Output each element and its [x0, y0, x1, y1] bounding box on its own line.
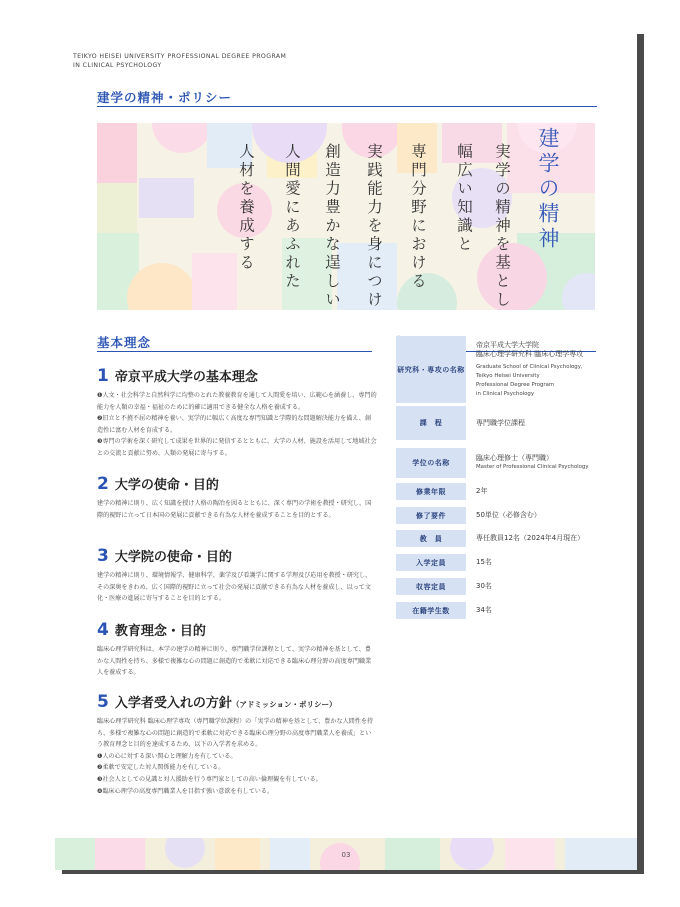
row-label: 研究科・専攻の名称	[396, 336, 466, 403]
item-paragraph: 建学の精神に則り、広く知識を授け人格の陶冶を図るとともに、深く専門の学術を教授・研究し、国際的視野に立って日本国の発展に貢献できる有為な人材を養成することを目的とする。	[97, 500, 372, 519]
item-paragraph: ❹臨床心理学の高度専門職業人を目指す強い意欲を有している。	[97, 787, 274, 795]
philosophy-item-1	[97, 366, 377, 460]
item-title: 入学者受入れの方針	[114, 696, 232, 711]
item-number: 3	[97, 546, 109, 566]
philosophy-section-title: 基本理念	[97, 335, 152, 350]
row-value: 30名	[476, 582, 492, 590]
spirit-line-7: 人材を養成する	[237, 143, 255, 273]
overview-row-requirements	[396, 507, 596, 524]
overview-row-enrolled	[396, 602, 596, 619]
overview-row-program-name	[396, 336, 596, 403]
item-number: 2	[97, 474, 109, 494]
spirit-line-4: 実践能力を身につけ	[365, 143, 383, 310]
overview-row-admission-capacity	[396, 554, 596, 571]
spirit-line-2: 幅広い知識と	[455, 143, 473, 254]
row-value: 50単位（必修含む）	[476, 511, 541, 519]
item-number: 4	[97, 620, 109, 640]
banner-title: 建学の精神	[536, 127, 560, 252]
row-label: 入学定員	[396, 554, 466, 571]
spirit-title-rule	[97, 106, 597, 107]
spirit-line-5: 創造力豊かな逞しい	[323, 143, 341, 310]
item-title: 大学院の使命・目的	[114, 550, 232, 565]
philosophy-item-2	[97, 474, 377, 521]
item-title: 大学の使命・目的	[114, 478, 219, 493]
overview-row-course	[396, 406, 596, 440]
row-value-en: Master of Professional Clinical Psychology	[476, 464, 589, 470]
item-paragraph: 臨床心理学研究科 臨床心理学専攻（専門職学位課程）の「実学の精神を基として、豊かな人間性を持ち、多様で複雑な心の問題に創造的で柔軟に対応できる臨床心理分野の高度専門職業人を養成」という教育理念と目的を達成するため、以下の入学者を求める。	[97, 718, 374, 749]
row-value-en: Professional Degree Program	[476, 381, 555, 388]
program-header	[73, 52, 286, 70]
row-label: 修業年限	[396, 483, 466, 500]
overview-row-duration	[396, 483, 596, 500]
row-label: 収容定員	[396, 578, 466, 595]
overview-table	[396, 336, 596, 622]
spirit-section-title: 建学の精神・ポリシー	[97, 90, 233, 105]
item-paragraph: ❷旧立と不撓不屈の精神を養い、実学的に幅広く高度な専門知識と学際的な問題解決能力を備え、創造性に富む人材を育成する。	[97, 415, 371, 434]
philosophy-item-3	[97, 546, 377, 605]
item-paragraph: 建学の精神に則り、環境情報学、健康科学、薬学及び看護学に関する学理及び応用を教授・研究し、その深奥をきわめ、広く国際的視野に立って社会の発展に貢献できる有為な人材を養成し、以って文化・医療の進展に寄与することを目的とする。	[97, 572, 372, 603]
row-label: 在籍学生数	[396, 602, 466, 619]
row-value: 臨床心理修士（専門職）	[476, 454, 553, 462]
philosophy-item-5	[97, 692, 377, 797]
item-paragraph: ❶人の心に対する深い関心と理解力を有している。	[97, 752, 237, 760]
header-line-2: IN CLINICAL PSYCHOLOGY	[73, 62, 162, 69]
document-page	[55, 28, 637, 870]
item-subtitle: （アドミッション・ポリシー）	[231, 700, 337, 709]
row-label: 修了要件	[396, 507, 466, 524]
overview-row-total-capacity	[396, 578, 596, 595]
row-value: 専任教員12名（2024年4月現在）	[476, 534, 585, 542]
spirit-line-3: 専門分野における	[409, 143, 427, 291]
header-line-1: TEIKYO HEISEI UNIVERSITY PROFESSIONAL DEGREE PROGRAM	[73, 53, 287, 60]
philosophy-item-4	[97, 620, 377, 679]
page-number: 03	[341, 851, 351, 859]
row-value: 15名	[476, 558, 492, 566]
row-value-en: in Clinical Psychology	[476, 390, 535, 397]
philosophy-title-rule	[97, 351, 372, 352]
row-value: 臨床心理学研究科 臨床心理学専攻	[476, 349, 584, 358]
row-value: 帝京平成大学大学院	[476, 340, 539, 349]
spirit-line-1: 実学の精神を基とし	[493, 143, 511, 310]
row-value: 34名	[476, 606, 492, 614]
item-paragraph: ❶人文・社会科学と自然科学に均整のとれた教養教育を通して人間愛を培い、広範心を涵養し、専門的能力を人類の幸福・福祉のために的確に適用できる健全な人格を養成する。	[97, 392, 377, 411]
item-paragraph: ❷柔軟で安定した対人関係能力を有している。	[97, 764, 225, 772]
row-value-en: Teikyo Heisei University	[476, 372, 540, 379]
row-value: 2年	[476, 487, 488, 495]
item-number: 5	[97, 692, 109, 712]
row-label: 学位の名称	[396, 448, 466, 478]
overview-row-faculty	[396, 530, 596, 547]
row-label: 教 員	[396, 530, 466, 547]
founding-spirit-banner	[97, 123, 595, 310]
item-paragraph: ❸専門の学術を深く研究して成果を世界的に発信するとともに、大学の人材、施設を活用して地域社会との交流と貢献に努め、人類の発展に寄与する。	[97, 438, 377, 457]
row-value-en: Graduate School of Clinical Psychology,	[476, 363, 583, 370]
item-title: 帝京平成大学の基本理念	[114, 370, 258, 385]
item-number: 1	[97, 366, 109, 386]
item-paragraph: ❸社会人としての見識と対人援助を行う専門家としての高い倫理観を有している。	[97, 775, 322, 783]
row-label: 課 程	[396, 406, 466, 440]
item-title: 教育理念・目的	[114, 624, 206, 639]
overview-row-degree	[396, 448, 596, 478]
item-paragraph: 臨床心理学研究科は、本学の建学の精神に則り、専門職学位課程として、実学の精神を基として、豊かな人間性を持ち、多様で複雑な心の問題に創造的で柔軟に対応できる臨床心理分野の高度専門職業人を養成する。	[97, 646, 372, 677]
spirit-line-6: 人間愛にあふれた	[283, 143, 301, 291]
row-value: 専門職学位課程	[476, 418, 525, 427]
